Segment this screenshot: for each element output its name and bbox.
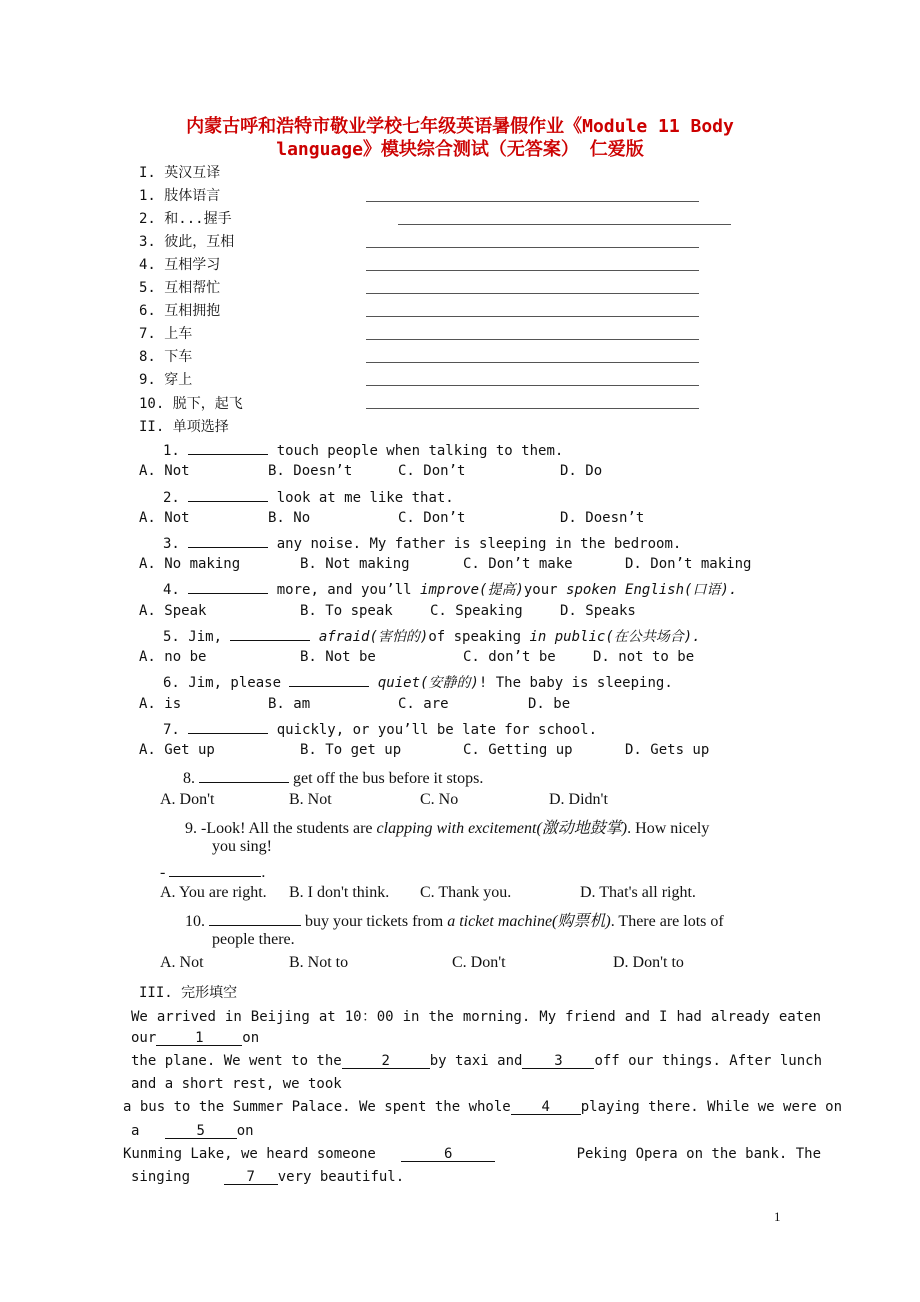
answer-line-1: [366, 201, 699, 202]
question-7: [163, 719, 597, 738]
option-b: B. Not to: [289, 954, 349, 971]
question-1: [163, 440, 563, 459]
option-c: C. No: [420, 791, 459, 808]
question-blank: [199, 767, 289, 783]
question-text: buy your tickets from: [301, 913, 448, 930]
question-3: [163, 533, 681, 552]
question-10: [185, 908, 724, 931]
question-blank: [188, 533, 268, 548]
passage-line: [131, 1053, 821, 1069]
question-text: your: [523, 582, 567, 598]
vocab-item-9: 9. 穿上: [139, 372, 193, 388]
passage-text: very beautiful.: [277, 1169, 405, 1185]
passage-text: a bus to the Summer Palace. We spent the whole: [123, 1099, 511, 1115]
question-blank: [188, 487, 268, 502]
vocab-item-3: 3. 彼此，互相: [139, 234, 235, 250]
passage-line: [123, 1099, 843, 1115]
option-a: A. No making: [139, 556, 241, 572]
question-number: 6. Jim, please: [163, 675, 282, 691]
option-d: D. That's all right.: [580, 884, 696, 901]
question-number: 7.: [163, 722, 180, 738]
option-c: C. Getting up: [463, 742, 573, 758]
question-italic-gloss: afraid(害怕的): [310, 629, 429, 645]
vocab-item-10: 10. 脱下，起飞: [139, 396, 243, 412]
passage-text: playing there. While we were on: [580, 1099, 843, 1115]
question-number: 1.: [163, 443, 180, 459]
passage-line: We arrived in Beijing at 10：00 in the morning. My friend and I had already eaten: [131, 1009, 821, 1025]
option-b: B. Doesn’t: [268, 463, 353, 479]
option-a: A. Not: [139, 463, 190, 479]
question-italic-gloss: spoken English(口语).: [566, 582, 738, 598]
question-text: ! The baby is sleeping.: [478, 675, 673, 691]
option-d: D. Doesn’t: [560, 510, 645, 526]
answer-line-7: [366, 339, 699, 340]
question-2: [163, 487, 454, 506]
answer-line-2: [398, 224, 731, 225]
option-a: A. Not: [139, 510, 190, 526]
vocab-item-8: 8. 下车: [139, 349, 193, 365]
question-9-answer-line: [160, 861, 265, 882]
question-number: 10.: [185, 913, 205, 930]
option-c: C. Don’t: [398, 510, 466, 526]
question-blank: [188, 579, 268, 594]
option-d: D. Didn't: [549, 791, 608, 808]
option-a: A. You are right.: [160, 884, 267, 901]
question-text: any noise. My father is sleeping in the bedroom.: [268, 536, 682, 552]
section-3-heading: III. 完形填空: [139, 985, 238, 1001]
section-1-heading: I. 英汉互译: [139, 165, 221, 181]
vocab-item-7: 7. 上车: [139, 326, 193, 342]
cloze-blank-6: 6: [401, 1147, 495, 1162]
question-number: 5. Jim,: [163, 629, 223, 645]
option-d: D. Don’t making: [625, 556, 752, 572]
question-text: get off the bus before it stops.: [289, 770, 484, 787]
passage-text: Kunming Lake, we heard someone: [123, 1146, 376, 1162]
vocab-item-1: 1. 肢体语言: [139, 188, 221, 204]
vocab-item-5: 5. 互相帮忙: [139, 280, 221, 296]
question-number: 9.: [185, 820, 197, 837]
question-blank: [188, 440, 268, 455]
cloze-blank-7: 7: [224, 1170, 278, 1185]
answer-line-10: [366, 408, 699, 409]
question-text: more, and you’ll: [268, 582, 421, 598]
question-5: [163, 626, 701, 646]
cloze-blank-2: 2: [342, 1054, 430, 1069]
option-a: A. Get up: [139, 742, 215, 758]
option-b: B. Not: [289, 791, 332, 808]
question-9: [185, 815, 709, 838]
option-d: D. Gets up: [625, 742, 710, 758]
option-b: B. To speak: [300, 603, 393, 619]
question-italic-gloss: clapping with excitement(激动地鼓掌): [376, 820, 628, 837]
passage-segment: [522, 1053, 822, 1069]
option-b: B. Not making: [300, 556, 410, 572]
question-8: [183, 767, 483, 788]
option-a: A. is: [139, 696, 182, 712]
cloze-blank-3: 3: [522, 1054, 594, 1069]
passage-line: [131, 1030, 259, 1046]
vocab-item-6: 6. 互相拥抱: [139, 303, 221, 319]
passage-text: singing: [131, 1169, 191, 1185]
answer-line-6: [366, 316, 699, 317]
question-italic-gloss: improve(提高): [420, 582, 524, 598]
option-d: D. Don't to: [613, 954, 684, 971]
answer-line-5: [366, 293, 699, 294]
passage-line: [123, 1146, 821, 1162]
option-c: C. Don't: [452, 954, 506, 971]
question-number: 2.: [163, 490, 180, 506]
option-c: C. Speaking: [430, 603, 523, 619]
passage-line: [131, 1123, 254, 1139]
question-italic-gloss: a ticket machine(购票机): [447, 913, 611, 930]
passage-segment: [131, 1053, 522, 1069]
question-4: [163, 579, 737, 599]
passage-segment: [123, 1146, 495, 1162]
answer-end: .: [261, 864, 266, 881]
passage-text: our: [131, 1030, 157, 1046]
question-blank: [230, 626, 310, 641]
option-d: D. Do: [560, 463, 603, 479]
question-10-line-2: people there.: [212, 931, 295, 948]
passage-segment: [511, 1099, 842, 1115]
question-number: 8.: [183, 770, 195, 787]
option-d: D. not to be: [593, 649, 695, 665]
passage-text: by taxi and: [429, 1053, 523, 1069]
question-blank: [169, 861, 261, 877]
option-b: B. To get up: [300, 742, 402, 758]
question-text: quickly, or you’ll be late for school.: [268, 722, 598, 738]
question-number: 3.: [163, 536, 180, 552]
option-c: C. don’t be: [463, 649, 556, 665]
passage-text: Peking Opera on the bank. The: [576, 1146, 821, 1162]
option-d: D. be: [528, 696, 571, 712]
option-b: B. I don't think.: [289, 884, 390, 901]
question-blank: [188, 719, 268, 734]
passage-line: and a short rest, we took: [131, 1076, 342, 1092]
question-text: look at me like that.: [268, 490, 454, 506]
option-b: B. No: [268, 510, 311, 526]
question-italic-gloss: in public(在公共场合).: [529, 629, 701, 645]
question-text: touch people when talking to them.: [268, 443, 564, 459]
option-d: D. Speaks: [560, 603, 636, 619]
answer-line-4: [366, 270, 699, 271]
option-c: C. Don’t make: [463, 556, 573, 572]
section-2-heading: II. 单项选择: [139, 419, 229, 435]
option-a: A. no be: [139, 649, 207, 665]
option-c: C. are: [398, 696, 449, 712]
option-b: B. am: [268, 696, 311, 712]
cloze-blank-5: 5: [165, 1124, 237, 1139]
vocab-item-2: 2. 和...握手: [139, 211, 232, 227]
cloze-blank-1: 1: [156, 1031, 242, 1046]
passage-text: on: [236, 1123, 254, 1139]
passage-text: a: [131, 1123, 140, 1139]
question-blank: [289, 672, 369, 687]
page-number: 1: [774, 1209, 781, 1224]
option-b: B. Not be: [300, 649, 376, 665]
question-number: 4.: [163, 582, 180, 598]
option-c: C. Don’t: [398, 463, 466, 479]
question-text: . There are lots of: [610, 913, 724, 930]
question-blank: [209, 910, 301, 926]
question-text: of speaking: [428, 629, 530, 645]
question-italic-gloss: quiet(安静的): [369, 675, 479, 691]
question-6: [163, 672, 673, 692]
passage-text: on: [242, 1030, 260, 1046]
question-text: -Look! All the students are: [201, 820, 377, 837]
answer-line-9: [366, 385, 699, 386]
question-text: . How nicely: [627, 820, 710, 837]
option-a: A. Not: [160, 954, 204, 971]
question-9-line-2: you sing!: [212, 838, 272, 855]
answer-line-8: [366, 362, 699, 363]
option-a: A. Speak: [139, 603, 207, 619]
answer-line-3: [366, 247, 699, 248]
passage-line: [131, 1169, 404, 1185]
doc-title-line-2: language》模块综合测试（无答案） 仁爱版: [276, 139, 644, 160]
doc-title-line-1: 内蒙古呼和浩特市敬业学校七年级英语暑假作业《Module 11 Body: [186, 116, 734, 137]
answer-dash: -: [160, 864, 166, 881]
cloze-blank-4: 4: [511, 1100, 581, 1115]
passage-text: the plane. We went to the: [131, 1053, 342, 1069]
passage-text: off our things. After lunch: [594, 1053, 823, 1069]
option-a: A. Don't: [160, 791, 215, 808]
option-c: C. Thank you.: [420, 884, 512, 901]
vocab-item-4: 4. 互相学习: [139, 257, 221, 273]
